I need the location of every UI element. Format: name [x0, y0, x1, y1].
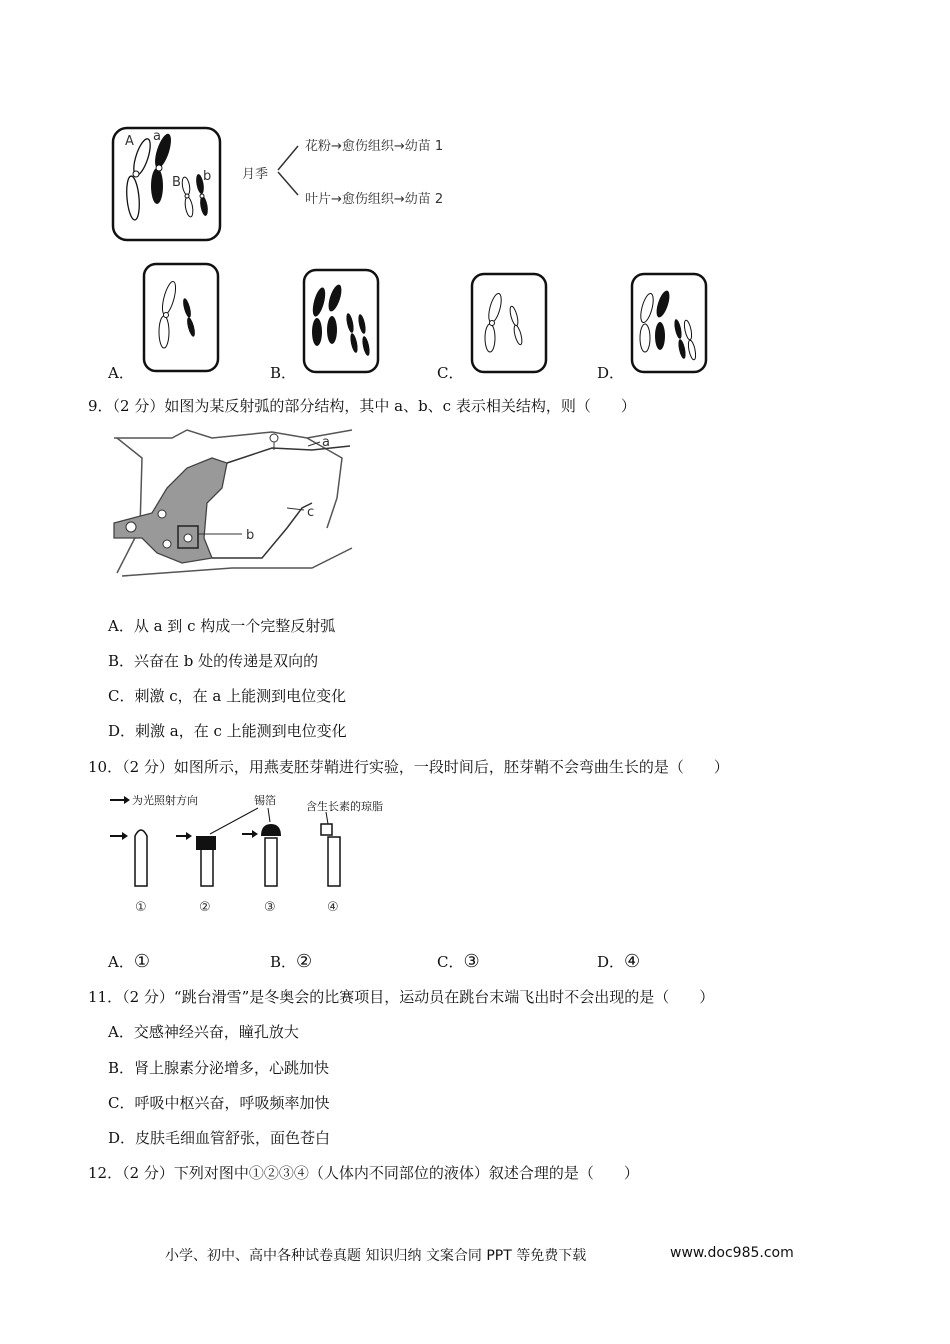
agar-label: 含生长素的琼脂 [306, 800, 383, 813]
q11-option-d[interactable]: D．皮肤毛细血管舒张，面色苍白 [108, 1129, 331, 1147]
num-2: ② [199, 900, 211, 915]
q10-option-a[interactable]: A．① [108, 951, 150, 972]
q9-reflex-arc-diagram [112, 428, 362, 580]
q11-stem: 11．（2 分）“跳台滑雪”是冬奥会的比赛项目，运动员在跳台末端飞出时不会出现的是（ ） [88, 988, 715, 1006]
label-A: A [125, 134, 134, 149]
q12-stem: 12．（2 分）下列对图中①②③④（人体内不同部位的液体）叙述合理的是（ ） [88, 1164, 639, 1182]
plant-label: 月季 [242, 167, 269, 182]
q10-option-c[interactable]: C．③ [437, 951, 480, 972]
q11-option-a[interactable]: A．交感神经兴奋，瞳孔放大 [108, 1023, 299, 1041]
q10-option-b[interactable]: B．② [270, 951, 313, 972]
label-B: B [172, 175, 181, 190]
q8-option-c[interactable]: C． [437, 364, 464, 382]
legend-text: 为光照射方向 [132, 794, 198, 807]
q8-option-b[interactable]: B． [270, 364, 297, 382]
q11-option-c[interactable]: C．呼吸中枢兴奋，呼吸频率加快 [108, 1094, 330, 1112]
q9-option-a[interactable]: A．从 a 到 c 构成一个完整反射弧 [108, 617, 336, 635]
num-4: ④ [327, 900, 339, 915]
label-a: a [322, 435, 330, 450]
path-1: 花粉→愈伤组织→幼苗 1 [305, 139, 444, 154]
q8-option-d[interactable]: D． [597, 364, 625, 382]
path-2: 叶片→愈伤组织→幼苗 2 [305, 192, 444, 207]
q8-option-a-figure [140, 262, 225, 374]
q9-option-d[interactable]: D．刺激 a，在 c 上能测到电位变化 [108, 722, 347, 740]
q11-option-b[interactable]: B．肾上腺素分泌增多，心跳加快 [108, 1059, 330, 1077]
foil-label: 锡箔 [254, 794, 276, 807]
label-b: b [203, 169, 212, 184]
q8-option-d-figure [628, 272, 713, 376]
q9-option-b[interactable]: B．兴奋在 b 处的传递是双向的 [108, 652, 319, 670]
footer-url[interactable]: www.doc985.com [670, 1245, 794, 1261]
q9-option-c[interactable]: C．刺激 c，在 a 上能测到电位变化 [108, 687, 347, 705]
num-1: ① [135, 900, 147, 915]
num-3: ③ [264, 900, 276, 915]
q8-option-c-figure [468, 272, 553, 376]
q10-coleoptile-diagram [108, 790, 408, 915]
q9-stem: 9．（2 分）如图为某反射弧的部分结构，其中 a、b、c 表示相关结构，则（ ） [88, 397, 636, 415]
q10-option-d[interactable]: D．④ [597, 951, 641, 972]
q10-stem: 10．（2 分）如图所示，用燕麦胚芽鞘进行实验，一段时间后，胚芽鞘不会弯曲生长的是（ ） [88, 758, 729, 776]
q8-option-a[interactable]: A． [108, 364, 134, 382]
q8-option-b-figure [300, 268, 385, 376]
label-a: a [153, 129, 161, 144]
q8-chromosome-diagram [100, 120, 500, 250]
label-b: b [246, 528, 255, 543]
label-c: c [307, 505, 315, 520]
footer-text: 小学、初中、高中各种试卷真题 知识归纳 文案合同 PPT 等免费下载 [165, 1248, 587, 1264]
